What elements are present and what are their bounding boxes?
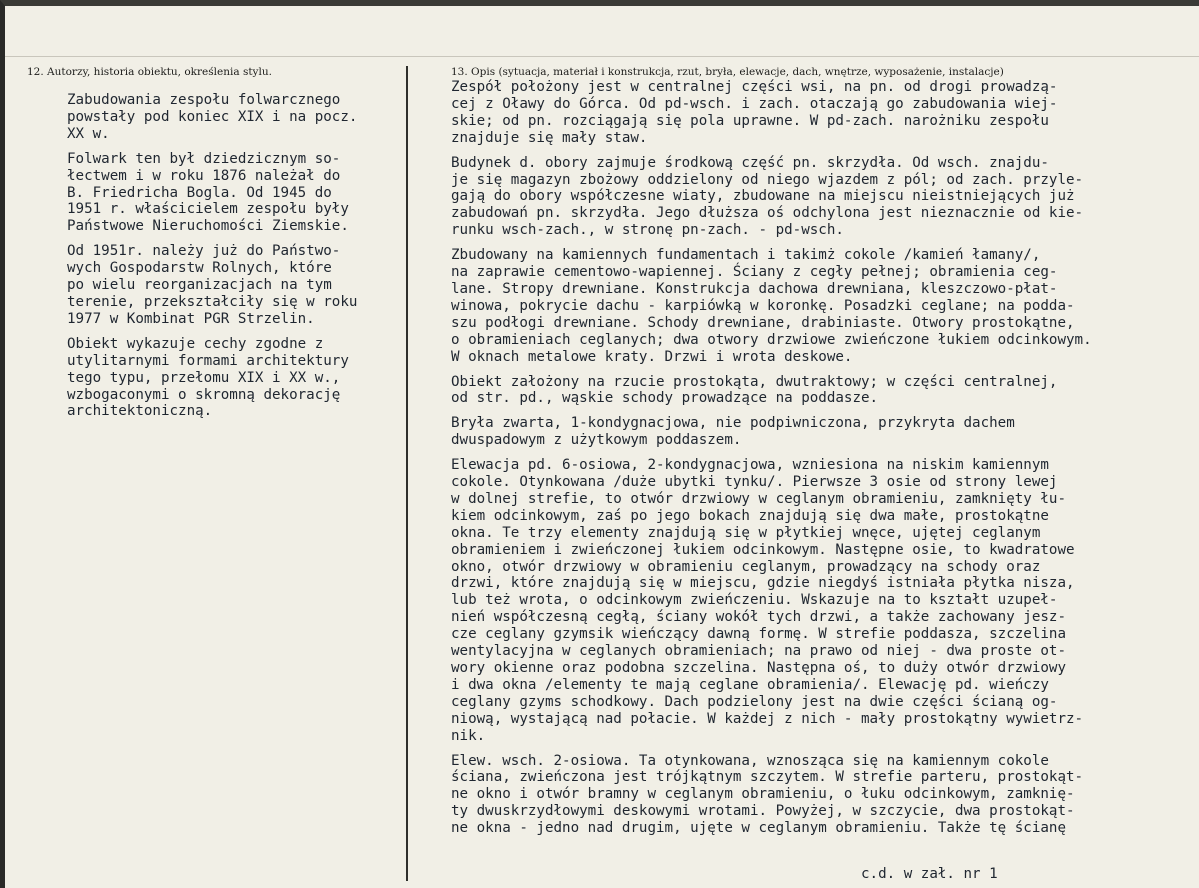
text-line: wych Gospodarstw Rolnych, które xyxy=(67,260,332,277)
text-line: cze ceglany gzymsik wieńczący dawną formę. W strefie poddasza, szczelina xyxy=(451,626,1066,643)
text-line: kiem odcinkowym, zaś po jego bokach znajdują się dwa małe, prostokątne xyxy=(451,507,1049,524)
column-divider xyxy=(406,66,408,881)
text-line: W oknach metalowe kraty. Drzwi i wrota deskowe. xyxy=(451,348,853,365)
paragraph xyxy=(451,415,1191,449)
text-line: XX w. xyxy=(67,125,110,142)
text-line: terenie, przekształciły się w roku xyxy=(67,293,358,310)
text-line: ne okna - jedno nad drugim, ujęte w ceglanym obramieniu. Także tę ścianę xyxy=(451,820,1066,837)
text-line: 1977 w Kombinat PGR Strzelin. xyxy=(67,310,315,327)
text-line: wzbogaconymi o skromną dekorację xyxy=(67,386,341,403)
text-line: wory okienne oraz podobna szczelina. Następna oś, to duży otwór drzwiowy xyxy=(451,660,1066,676)
text-line: znajduje się mały staw. xyxy=(451,129,648,146)
text-line: Elew. wsch. 2-osiowa. Ta otynkowana, wznosząca się na kamiennym cokole xyxy=(451,752,1049,769)
paragraph xyxy=(67,151,402,236)
text-line: Budynek d. obory zajmuje środkową część pn. skrzydła. Od wsch. znajdu- xyxy=(451,154,1049,171)
text-line: ty dwuskrzydłowymi deskowymi wrotami. Powyżej, w szczycie, dwa prostokąt- xyxy=(451,803,1075,820)
left-column-header: 12. Autorzy, historia obiektu, określenia stylu. xyxy=(27,66,272,78)
text-line: gają do obory współczesne wiaty, zbudowane na miejscu nieistniejących już xyxy=(451,188,1075,205)
text-line: nień współczesną cegłą, ściany wokół tych drzwi, a także zachowany jesz- xyxy=(451,609,1066,626)
text-line: tego typu, przełomu XIX i XX w., xyxy=(67,369,341,386)
description-column xyxy=(451,79,1191,845)
history-column xyxy=(67,92,402,428)
text-line: Obiekt założony na rzucie prostokąta, dwutraktowy; w części centralnej, xyxy=(451,373,1058,390)
text-line: Zespół położony jest w centralnej części wsi, na pn. od drogi prowadzą- xyxy=(451,79,1058,95)
text-line: cej z Oławy do Górca. Od pd-wsch. i zach. otaczają go zabudowania wiej- xyxy=(451,95,1058,112)
top-rule xyxy=(5,56,1199,57)
paragraph xyxy=(67,243,402,328)
text-line: lub też wrota, o odcinkowym zwieńczeniu. Wskazuje na to kształt uzupeł- xyxy=(451,592,1058,609)
text-line: nik. xyxy=(451,727,486,744)
text-line: obramieniem i zwieńczonej łukiem odcinkowym. Następne osie, to kwadratowe xyxy=(451,541,1075,558)
paragraph xyxy=(451,155,1191,240)
text-line: Zabudowania zespołu folwarcznego xyxy=(67,92,341,108)
text-line: B. Friedricha Bogla. Od 1945 do xyxy=(67,184,332,201)
text-line: od str. pd., wąskie schody prowadzące na poddasze. xyxy=(451,390,879,407)
text-line: skie; od pn. rozciągają się pola uprawne. W pd-zach. narożniku zespołu xyxy=(451,112,1049,129)
text-line: Obiekt wykazuje cechy zgodne z xyxy=(67,335,324,352)
text-line: Od 1951r. należy już do Państwo- xyxy=(67,243,341,260)
paragraph xyxy=(451,247,1191,365)
text-line: po wielu reorganizacjach na tym xyxy=(67,277,332,294)
paragraph xyxy=(451,374,1191,408)
text-line: ne okno i otwór bramny w ceglanym obramieniu, o łuku odcinkowym, zamknię- xyxy=(451,786,1075,803)
text-line: Zbudowany na kamiennych fundamentach i takimż cokole /kamień łamany/, xyxy=(451,247,1041,264)
right-column-header: 13. Opis (sytuacja, materiał i konstrukcja, rzut, bryła, elewacje, dach, wnętrze, wyposażenie, instalacje) xyxy=(451,66,1004,78)
text-line: w dolnej strefie, to otwór drzwiowy w ceglanym obramieniu, zamknięty łu- xyxy=(451,490,1066,507)
text-line: Państwowe Nieruchomości Ziemskie. xyxy=(67,218,349,235)
text-line: łectwem i w roku 1876 należał do xyxy=(67,167,341,184)
paragraph xyxy=(451,457,1191,744)
continuation-note: c.d. w zał. nr 1 xyxy=(861,866,998,882)
text-line: runku wsch-zach., w stronę pn-zach. - pd-wsch. xyxy=(451,222,844,239)
text-line: powstały pod koniec XIX i na pocz. xyxy=(67,108,358,125)
text-line: ściana, zwieńczona jest trójkątnym szczytem. W strefie parteru, prostokąt- xyxy=(451,769,1084,786)
text-line: dwuspadowym z użytkowym poddaszem. xyxy=(451,432,742,449)
text-line: je się magazyn zbożowy oddzielony od niego wjazdem z pól; od zach. przyle- xyxy=(451,171,1084,188)
text-line: 1951 r. właścicielem zespołu były xyxy=(67,201,349,218)
text-line: utylitarnymi formami architektury xyxy=(67,352,349,369)
paragraph xyxy=(67,92,402,143)
text-line: winowa, pokrycie dachu - karpiówką w koronkę. Posadzki ceglane; na podda- xyxy=(451,297,1075,314)
text-line: wentylacyjna w ceglanych obramieniach; na prawo od niej - dwa proste ot- xyxy=(451,643,1066,660)
text-line: i dwa okna /elementy te mają ceglane obramienia/. Elewację pd. wieńczy xyxy=(451,676,1049,693)
text-line: na zaprawie cementowo-wapiennej. Ściany z cegły pełnej; obramienia ceg- xyxy=(451,264,1058,281)
text-line: okno, otwór drzwiowy w obramieniu ceglanym, prowadzący na schody oraz xyxy=(451,558,1041,575)
text-line: szu podłogi drewniane. Schody drewniane, drabiniaste. Otwory prostokątne, xyxy=(451,314,1075,331)
text-line: architektoniczną. xyxy=(67,403,213,420)
text-line: Folwark ten był dziedzicznym so- xyxy=(67,150,341,167)
text-line: lane. Stropy drewniane. Konstrukcja dachowa drewniana, kleszczowo-płat- xyxy=(451,280,1058,297)
paragraph xyxy=(451,753,1191,838)
text-line: Bryła zwarta, 1-kondygnacjowa, nie podpiwniczona, przykryta dachem xyxy=(451,415,1015,432)
text-line: zabudowań pn. skrzydła. Jego dłuższa oś odchylona jest nieznacznie od kie- xyxy=(451,205,1084,222)
text-line: Elewacja pd. 6-osiowa, 2-kondygnacjowa, wzniesiona na niskim kamiennym xyxy=(451,457,1049,474)
text-line: niową, wystającą nad połacie. W każdej z nich - mały prostokątny wywietrz- xyxy=(451,710,1084,727)
text-line: okna. Te trzy elementy znajdują się w płytkiej wnęce, ujętej ceglanym xyxy=(451,524,1041,541)
text-line: o obramieniach ceglanych; dwa otwory drzwiowe zwieńczone łukiem odcinkowym. xyxy=(451,331,1092,348)
paragraph xyxy=(451,79,1191,147)
text-line: drzwi, które znajdują się w miejscu, gdzie niegdyś istniała płytka nisza, xyxy=(451,575,1075,592)
text-line: cokole. Otynkowana /duże ubytki tynku/. Pierwsze 3 osie od strony lewej xyxy=(451,474,1058,491)
text-line: ceglany gzyms schodkowy. Dach podzielony jest na dwie części ścianą og- xyxy=(451,693,1058,710)
paragraph xyxy=(67,336,402,421)
